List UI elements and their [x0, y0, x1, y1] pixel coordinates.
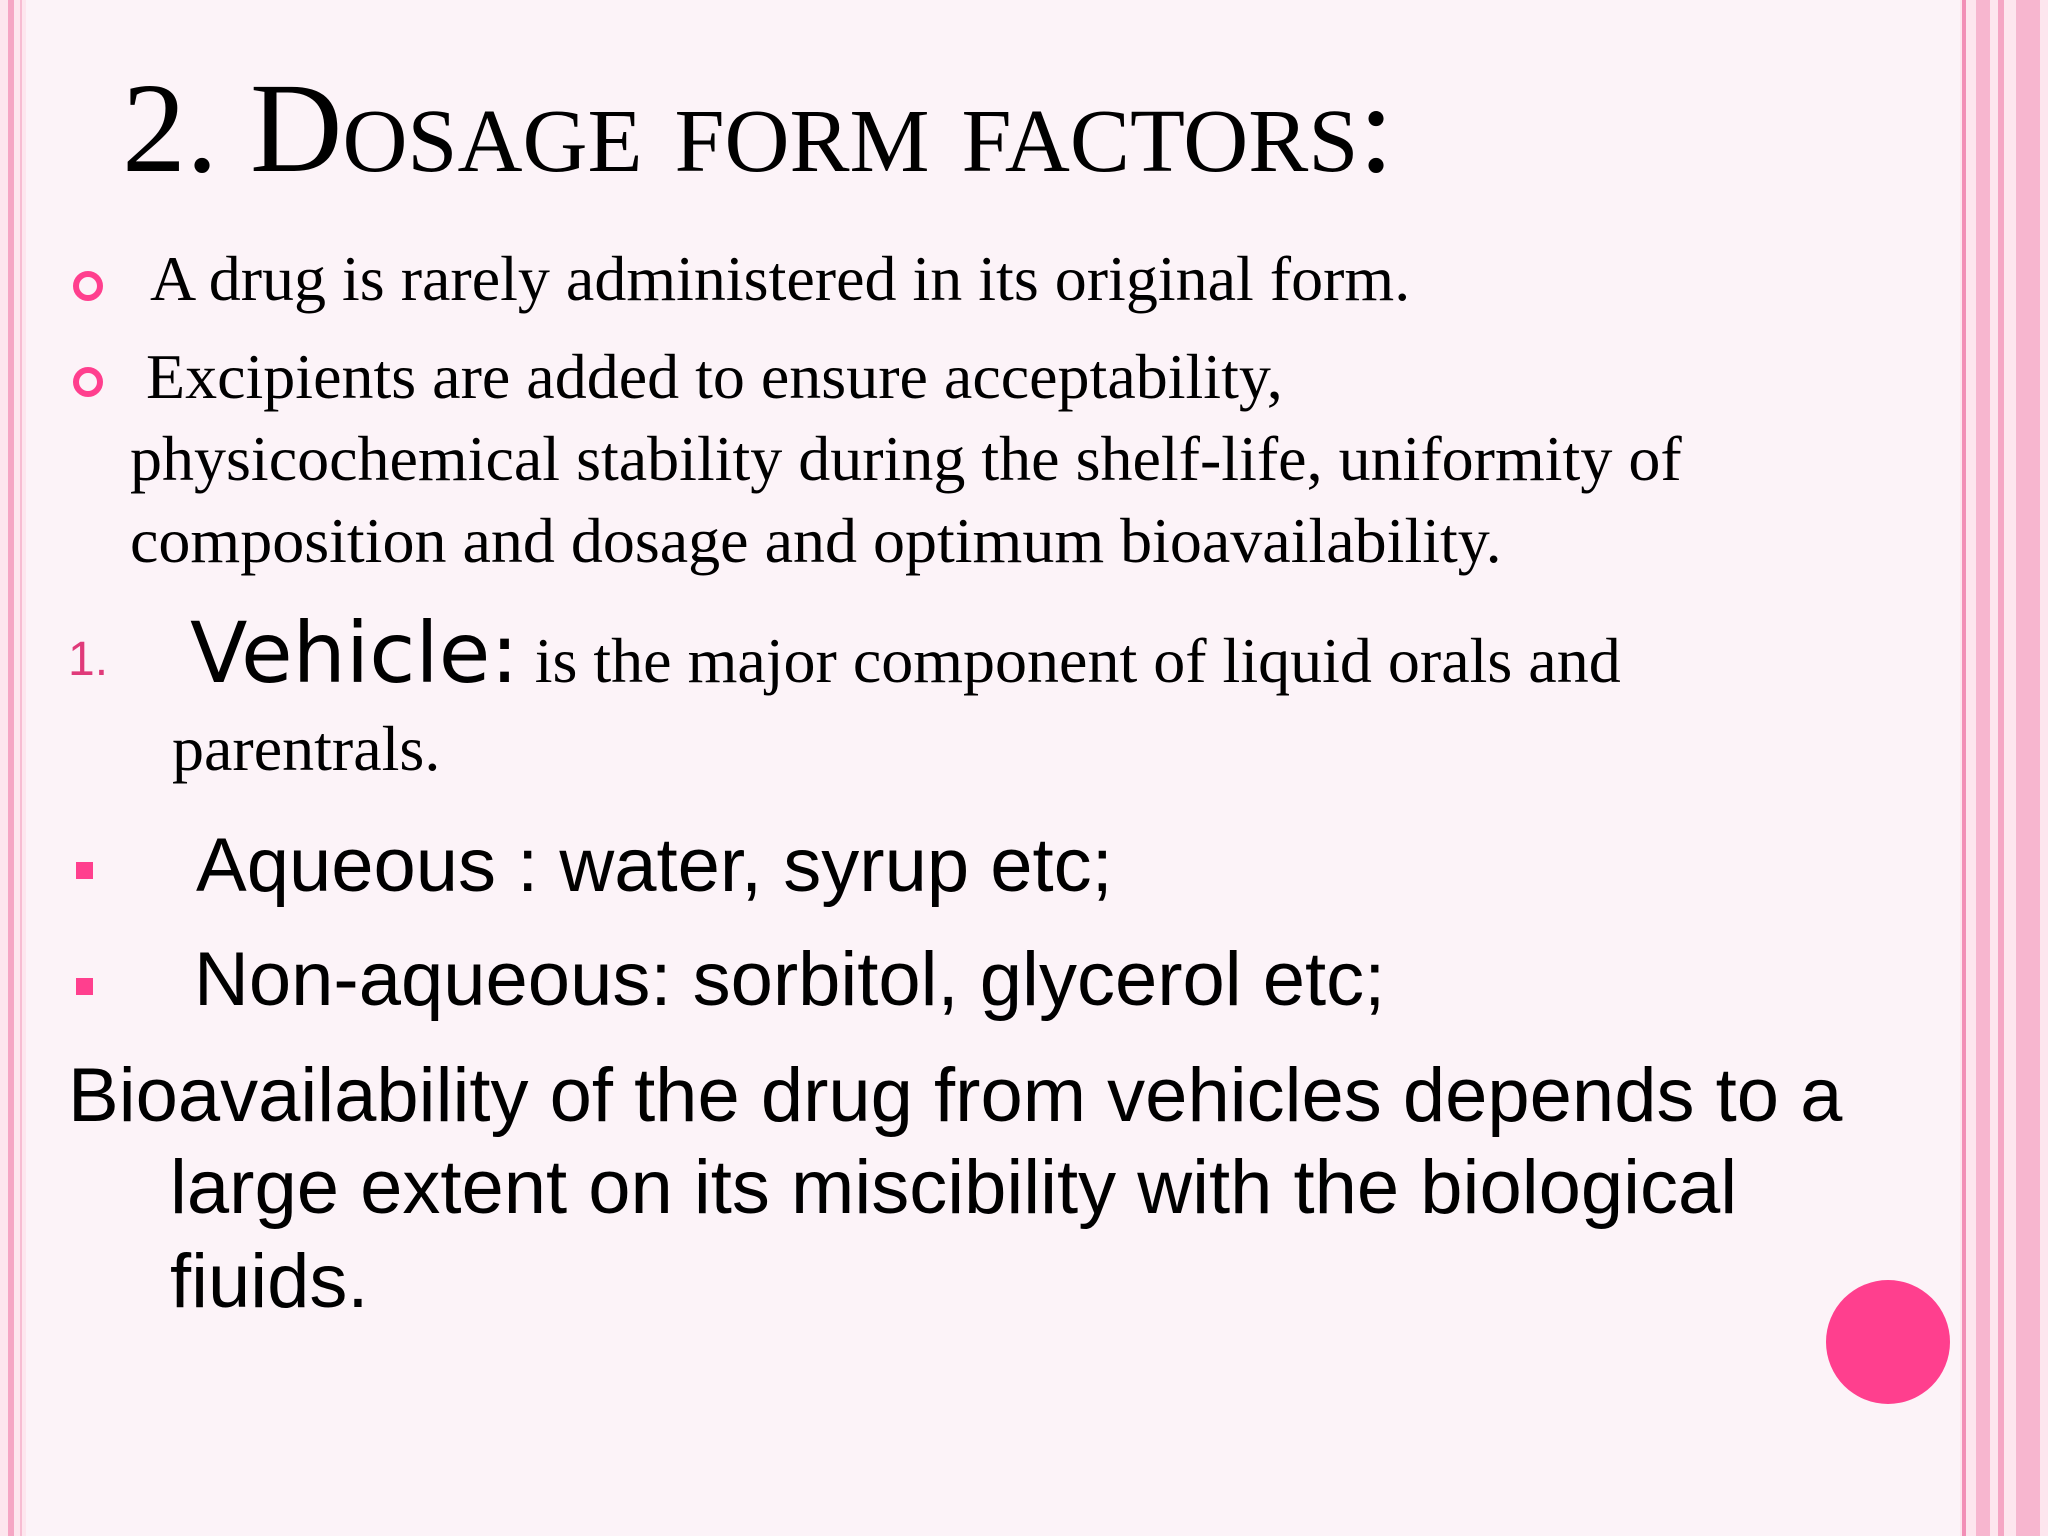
decorative-circle [1826, 1280, 1950, 1404]
bullet-text-continued: composition and dosage and optimum bioavailability. [130, 505, 1502, 576]
list-number: 1. [68, 633, 109, 686]
slide-title: 2. Dosage form factors: [122, 57, 1394, 199]
right-border-line-1 [1962, 0, 1966, 1536]
right-border-line-2 [1976, 0, 1990, 1536]
square-bullet-icon [76, 978, 93, 995]
square-bullet-icon [76, 862, 93, 879]
vehicle-label: Vehicle: [190, 604, 519, 702]
paragraph-line: fiuids. [170, 1239, 369, 1324]
paragraph-line: large extent on its miscibility with the biological [170, 1145, 1738, 1230]
sub-bullet-text: Non-aqueous: sorbitol, glycerol etc; [194, 937, 1386, 1022]
vehicle-description: is the major component of liquid orals and [518, 625, 1621, 696]
sub-bullet-text: Aqueous : water, syrup etc; [196, 823, 1113, 908]
bullet-text: Excipients are added to ensure acceptability, [146, 341, 1283, 412]
right-border-line-4 [2016, 0, 2040, 1536]
left-border-line [8, 0, 14, 1536]
left-border-line-inner [20, 0, 22, 1536]
numbered-item-line [190, 604, 1621, 702]
ring-bullet-icon [73, 367, 103, 397]
ring-bullet-icon [73, 271, 103, 301]
paragraph-line: Bioavailability of the drug from vehicles depends to a [68, 1053, 1843, 1138]
bullet-text: A drug is rarely administered in its original form. [150, 243, 1411, 314]
bullet-text-continued: physicochemical stability during the shelf-life, uniformity of [130, 423, 1682, 494]
vehicle-description-continued: parentrals. [172, 713, 441, 784]
right-border-line-3 [1998, 0, 2004, 1536]
